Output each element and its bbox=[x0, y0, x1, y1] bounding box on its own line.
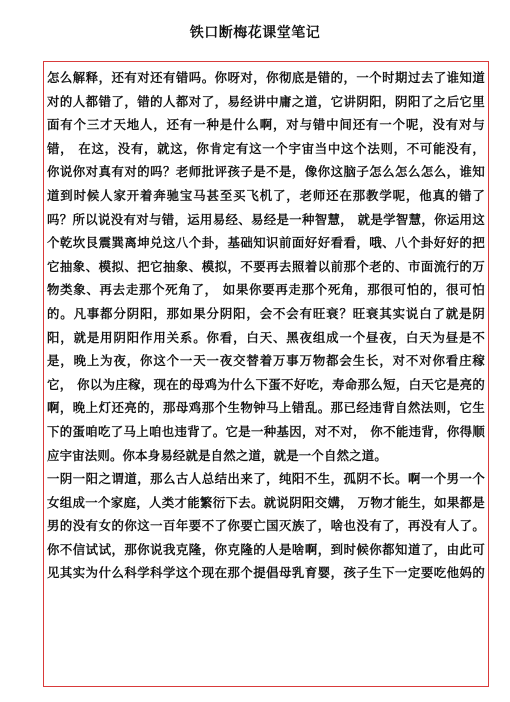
text-line: 面有个三才天地人，还有一种是什么啊，对与错中间还有一个呢，没有对与 bbox=[47, 117, 485, 133]
text-line: 下的蛋咱吃了马上咱也违背了。它是一种基因，对不对， 你不能违背，你得顺 bbox=[47, 423, 485, 439]
page-title: 铁口断梅花课堂笔记 bbox=[189, 25, 321, 41]
text-line: 吗？所以说没有对与错，运用易经、易经是一种智慧， 就是学智慧，你运用这 bbox=[47, 211, 485, 227]
text-line: 阳，就是用阴阳作用关系。你看，白天、黑夜组成一个昼夜，白天为昼是不 bbox=[47, 329, 485, 345]
text-line: 男的没有女的你这一百年要不了你要亡国灭族了，啥也没有了，再没有人了。 bbox=[47, 518, 485, 534]
text-line: 一阴一阳之谓道，那么古人总结出来了，纯阳不生，孤阴不长。啊一个男一个 bbox=[47, 471, 485, 487]
text-line: 对的人都错了，错的人都对了，易经讲中庸之道，它讲阴阳，阴阳了之后它里 bbox=[47, 93, 485, 109]
text-line: 它， 你以为庄稼，现在的母鸡为什么下蛋不好吃，寿命那么短，白天它是亮的 bbox=[47, 376, 485, 392]
text-line: 怎么解释，还有对还有错吗。你呀对，你彻底是错的，一个时期过去了谁知道 bbox=[47, 70, 485, 85]
text-line: 应宇宙法则。你本身易经就是自然之道，就是一个自然之道。 bbox=[47, 447, 387, 463]
body-text bbox=[47, 66, 485, 585]
text-line: 女组成一个家庭，人类才能繁衍下去。就说阴阳交媾， 万物才能生，如果都是 bbox=[47, 494, 485, 510]
text-line: 错， 在这，没有，就这，你肯定有这一个宇宙当中这个法则，不可能没有， bbox=[47, 140, 485, 156]
text-line: 它抽象、模拟、把它抽象、模拟，不要再去照着以前那个老的、市面流行的万 bbox=[47, 258, 485, 274]
text-line: 见其实为什么科学科学这个现在那个提倡母乳育婴，孩子生下一定要吃他妈的 bbox=[47, 565, 485, 581]
text-line: 是，晚上为夜，你这个一天一夜交替着万事万物都会生长，对不对你看庄稼 bbox=[47, 353, 485, 369]
text-line: 个乾坎艮震巽离坤兑这八个卦，基础知识前面好好看看，哦、八个卦好好的把 bbox=[47, 235, 485, 251]
text-line: 道到时候人家开着奔驰宝马甚至买飞机了，老师还在那教学呢，他真的错了 bbox=[47, 187, 485, 203]
text-line: 的。凡事都分阴阳，那如果分阴阳，会不会有旺衰？旺衰其实说白了就是阴 bbox=[47, 305, 485, 321]
content-frame bbox=[43, 61, 489, 687]
text-line: 物类象、再去走那个死角了， 如果你要再走那个死角，那很可怕的，很可怕 bbox=[47, 282, 485, 298]
text-line: 你不信试试，那你说我克隆，你克隆的人是啥啊，到时候你都知道了，由此可 bbox=[47, 541, 485, 557]
text-line: 你说你对真有对的吗？老师批评孩子是不是，像你这脑子怎么怎么怎么，谁知 bbox=[47, 164, 485, 180]
text-line: 啊，晚上灯还亮的，那母鸡那个生物钟马上错乱。那已经违背自然法则，它生 bbox=[47, 400, 485, 416]
